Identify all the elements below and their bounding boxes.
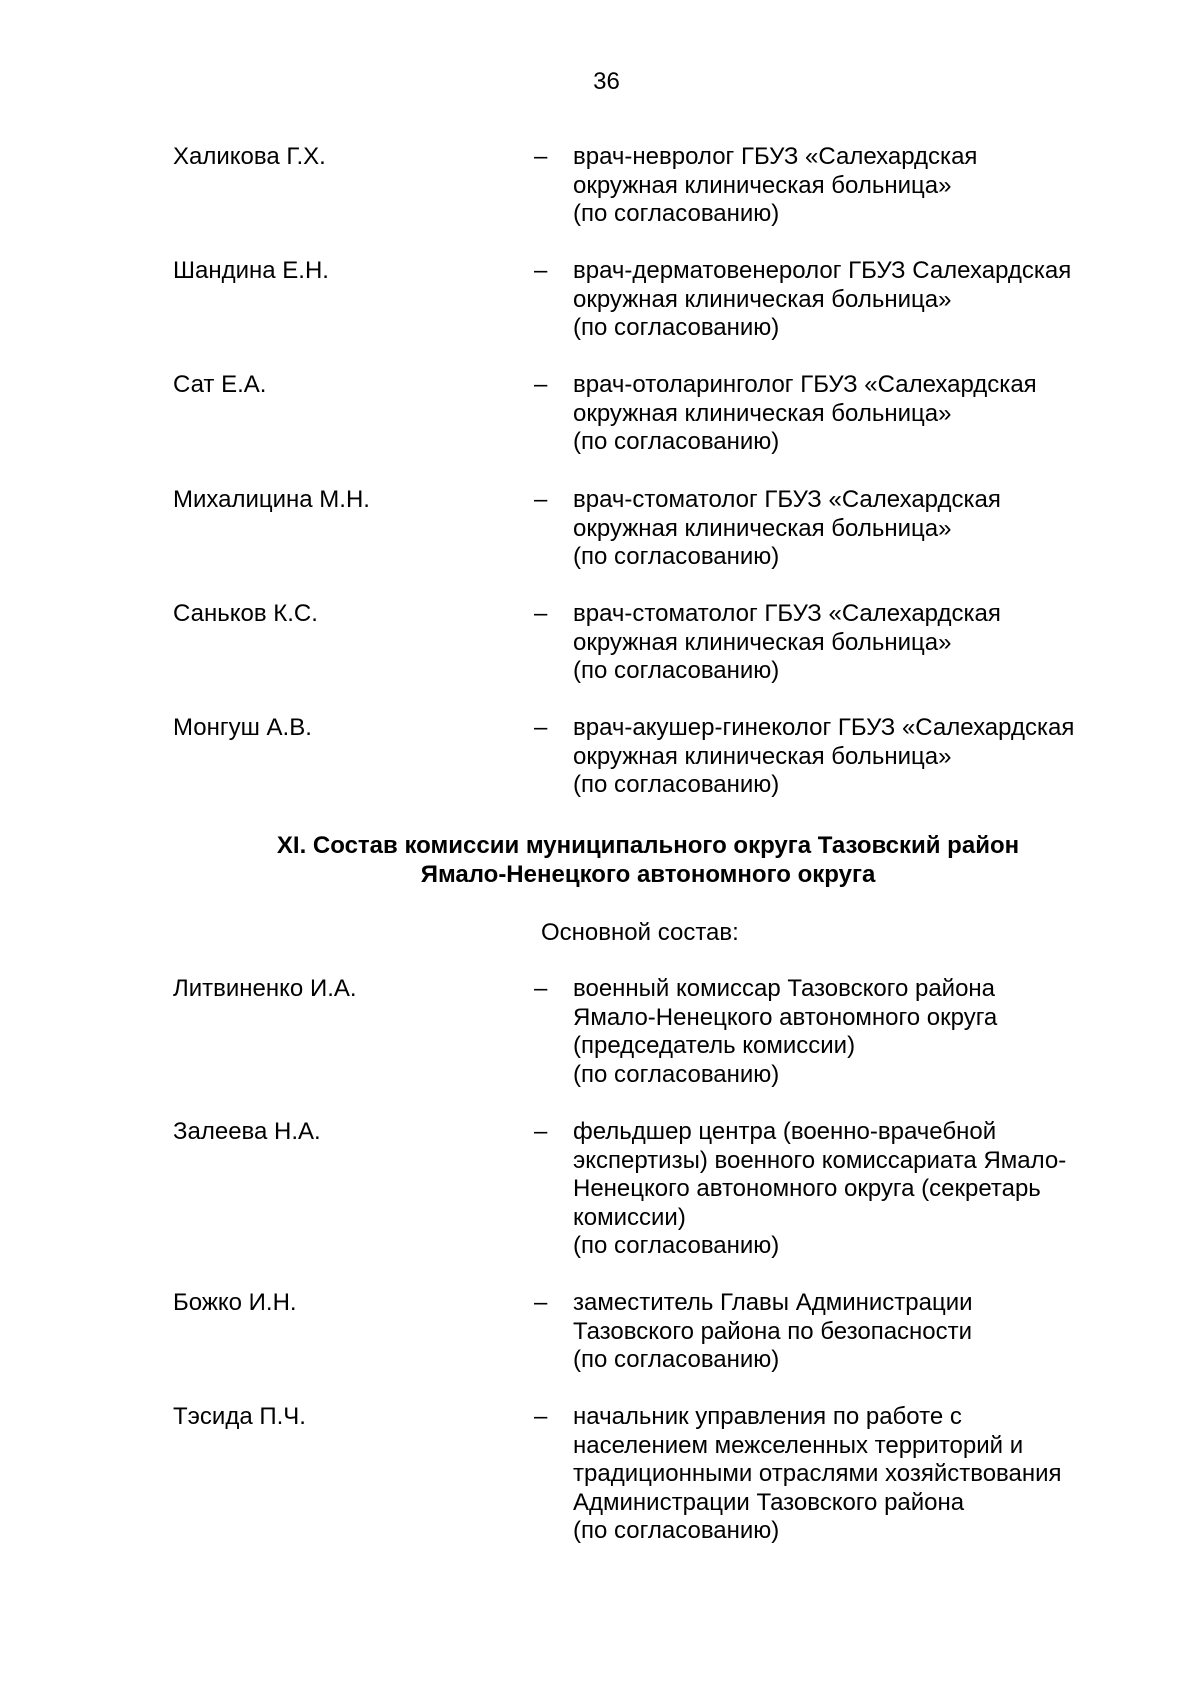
description-line: (по согласованию) [573,1060,780,1088]
description-line: Ненецкого автономного округа (секретарь [573,1175,1041,1202]
description-line: (по согласованию) [573,771,780,798]
dash-separator: – [534,143,548,170]
member-name: Божко И.Н. [173,1289,297,1316]
member-description [573,486,1133,572]
description-line: врач-отоларинголог ГБУЗ «Салехардская [573,371,1037,398]
description-line: комиссии) [573,1203,686,1231]
member-name: Халикова Г.Х. [173,143,326,170]
dash-separator: – [534,975,548,1002]
description-line: врач-стоматолог ГБУЗ «Салехардская [573,600,1001,627]
description-line: окружная клиническая больница» [573,399,952,427]
member-description [573,714,1133,800]
description-line: Ямало-Ненецкого автономного округа [573,1003,998,1031]
description-line: окружная клиническая больница» [573,628,952,656]
dash-separator: – [534,600,548,627]
description-line: традиционными отраслями хозяйствования [573,1460,1062,1487]
description-line: (по согласованию) [573,314,780,341]
description-line: врач-невролог ГБУЗ «Салехардская [573,143,978,170]
description-line: фельдшер центра (военно-врачебной [573,1118,997,1145]
description-line: Тазовского района по безопасности [573,1317,973,1345]
dash-separator: – [534,486,548,513]
member-description [573,1289,1133,1375]
dash-separator: – [534,257,548,284]
member-name: Монгуш А.В. [173,714,312,741]
section-title-line: Ямало-Ненецкого автономного округа [420,860,876,888]
description-line: (по согласованию) [573,657,780,684]
description-line: (по согласованию) [573,200,780,227]
member-name: Залеева Н.А. [173,1118,321,1145]
section-subheading: Основной состав: [541,919,739,946]
dash-separator: – [534,1403,548,1430]
description-line: окружная клиническая больница» [573,742,952,770]
member-description [573,975,1133,1089]
dash-separator: – [534,371,548,398]
member-description [573,1118,1133,1261]
description-line: врач-дерматовенеролог ГБУЗ Салехардская [573,257,1072,284]
description-line: экспертизы) военного комиссариата Ямало- [573,1146,1067,1174]
description-line: (по согласованию) [573,1517,780,1544]
section-title [0,832,1200,889]
member-name: Саньков К.С. [173,600,318,627]
member-name: Тэсида П.Ч. [173,1403,306,1430]
description-line: врач-стоматолог ГБУЗ «Салехардская [573,486,1001,513]
member-description [573,371,1133,457]
member-name: Михалицина М.Н. [173,486,370,513]
description-line: окружная клиническая больница» [573,171,952,199]
description-line: (по согласованию) [573,428,780,455]
description-line: окружная клиническая больница» [573,285,952,313]
description-line: окружная клиническая больница» [573,514,952,542]
member-name: Сат Е.А. [173,371,267,398]
description-line: начальник управления по работе с [573,1403,962,1430]
dash-separator: – [534,714,548,741]
member-description [573,1403,1133,1546]
member-name: Шандина Е.Н. [173,257,329,284]
description-line: Администрации Тазовского района [573,1488,965,1516]
description-line: (председатель комиссии) [573,1032,856,1059]
member-description [573,600,1133,686]
page-number: 36 [593,68,620,95]
section-title-line: XI. Состав комиссии муниципального округа Тазовский район [276,832,1020,859]
member-description [573,143,1133,229]
dash-separator: – [534,1289,548,1316]
description-line: военный комиссар Тазовского района [573,975,996,1002]
dash-separator: – [534,1118,548,1145]
member-name: Литвиненко И.А. [173,975,357,1002]
description-line: (по согласованию) [573,1232,780,1259]
member-description [573,257,1133,343]
description-line: врач-акушер-гинеколог ГБУЗ «Салехардская [573,714,1075,741]
description-line: (по согласованию) [573,1346,780,1373]
description-line: (по согласованию) [573,543,780,570]
description-line: заместитель Главы Администрации [573,1289,973,1316]
description-line: населением межселенных территорий и [573,1431,1024,1459]
